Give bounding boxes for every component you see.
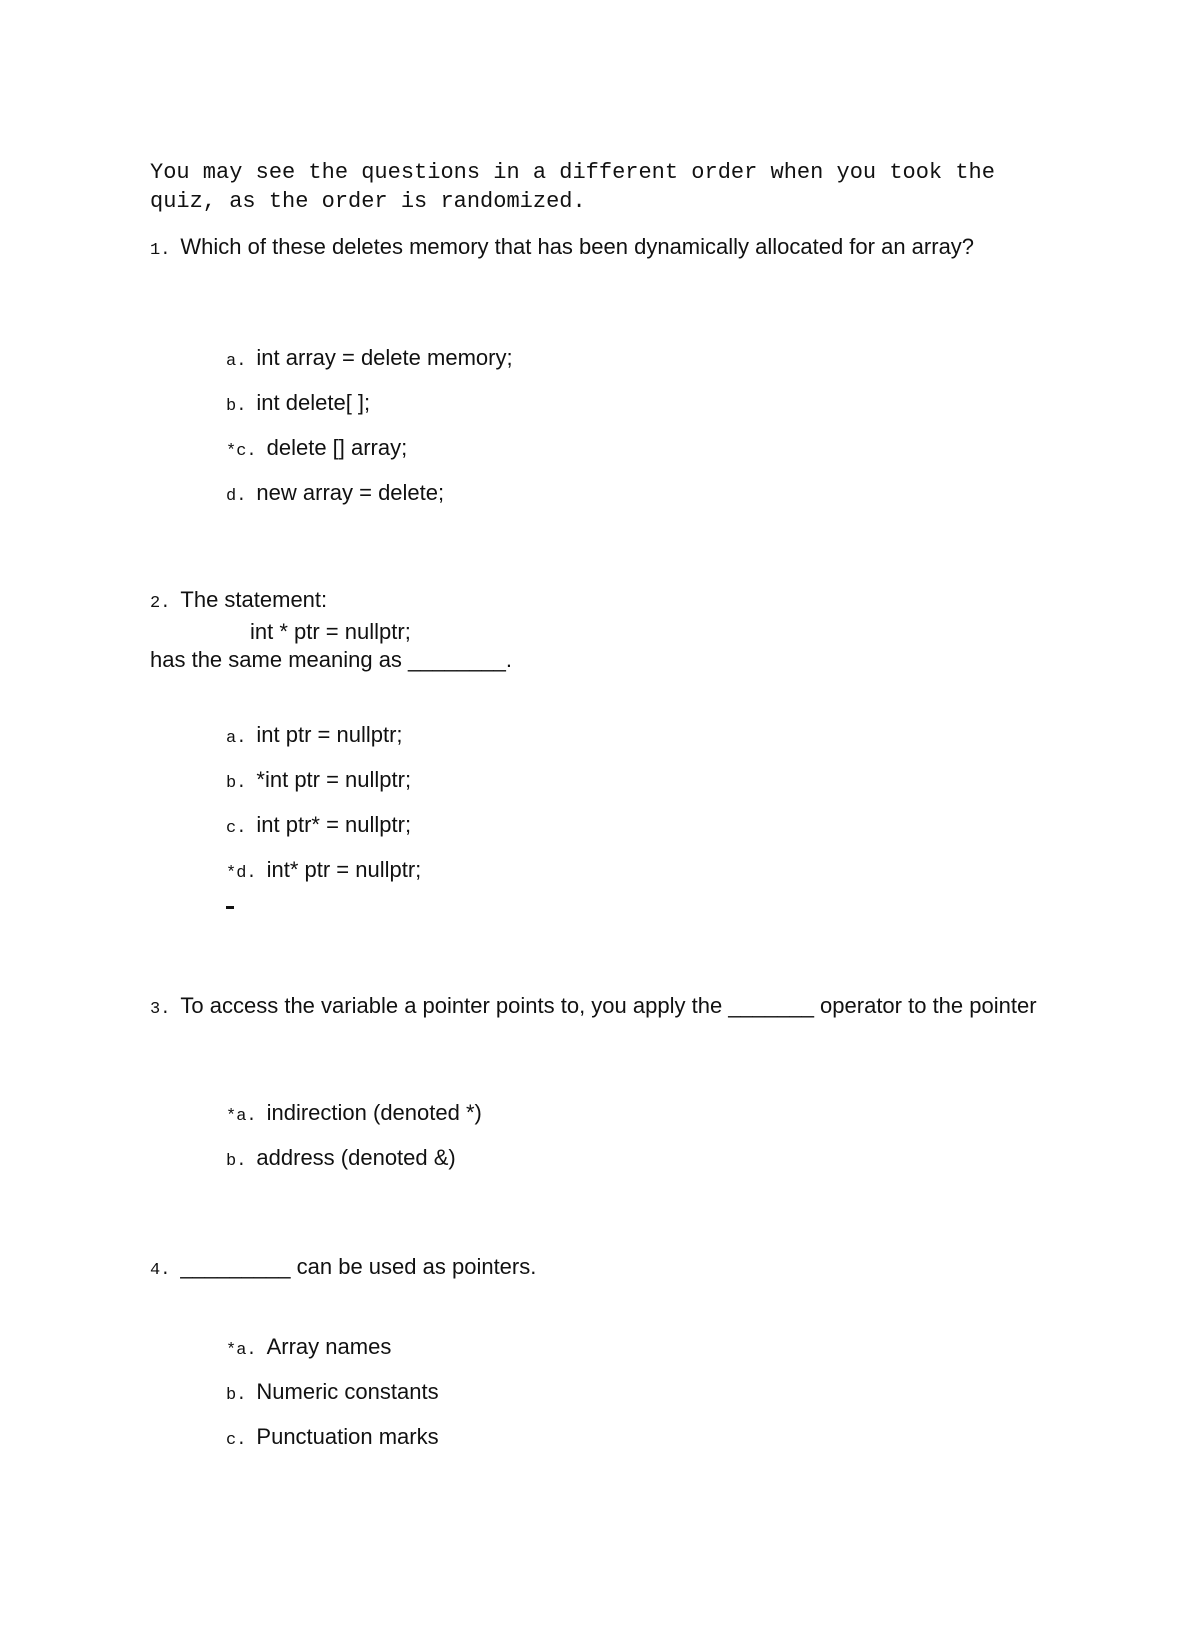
question-prompt: The statement: — [180, 587, 328, 612]
question-number: 4. — [150, 1261, 171, 1280]
question-3-options — [226, 1099, 1026, 1189]
question-2-text — [150, 586, 1050, 674]
question-1 — [150, 233, 1050, 265]
option-b: b. *int ptr = nullptr; — [226, 767, 412, 793]
option-a: a. int array = delete memory; — [226, 345, 513, 371]
question-prompt: To access the variable a pointer points to, you apply the _______ operator to the pointer — [180, 993, 1037, 1018]
question-2 — [150, 586, 1050, 674]
question-1-text — [150, 233, 1050, 265]
question-4-options — [226, 1333, 1026, 1468]
question-number: 3. — [150, 1000, 171, 1019]
question-prompt: Which of these deletes memory that has been dynamically allocated for an array? — [180, 234, 975, 259]
question-number: 1. — [150, 241, 171, 260]
option-c: c. int ptr* = nullptr; — [226, 812, 412, 838]
option-b: b. address (denoted &) — [226, 1145, 456, 1171]
dash-mark — [226, 906, 234, 909]
question-4-text — [150, 1253, 1050, 1285]
option-a-correct: *a. indirection (denoted *) — [226, 1100, 482, 1126]
question-3-text — [150, 992, 1050, 1024]
question-3 — [150, 992, 1050, 1024]
question-number: 2. — [150, 594, 171, 613]
intro-note: You may see the questions in a different order when you took the quiz, as the order is randomized. — [150, 160, 995, 214]
question-prompt-continued: has the same meaning as ________. — [150, 647, 513, 672]
option-b: b. Numeric constants — [226, 1379, 439, 1405]
question-prompt: _________ can be used as pointers. — [180, 1254, 537, 1279]
option-c-correct: *c. delete [] array; — [226, 435, 408, 461]
question-2-options — [226, 721, 1026, 901]
option-a-correct: *a. Array names — [226, 1334, 392, 1360]
question-4 — [150, 1253, 1050, 1285]
option-d-correct: *d. int* ptr = nullptr; — [226, 857, 422, 883]
question-code: int * ptr = nullptr; — [250, 619, 411, 644]
option-b: b. int delete[ ]; — [226, 390, 371, 416]
question-1-options — [226, 344, 1026, 524]
option-c: c. Punctuation marks — [226, 1424, 439, 1450]
option-a: a. int ptr = nullptr; — [226, 722, 403, 748]
option-d: d. new array = delete; — [226, 480, 445, 506]
